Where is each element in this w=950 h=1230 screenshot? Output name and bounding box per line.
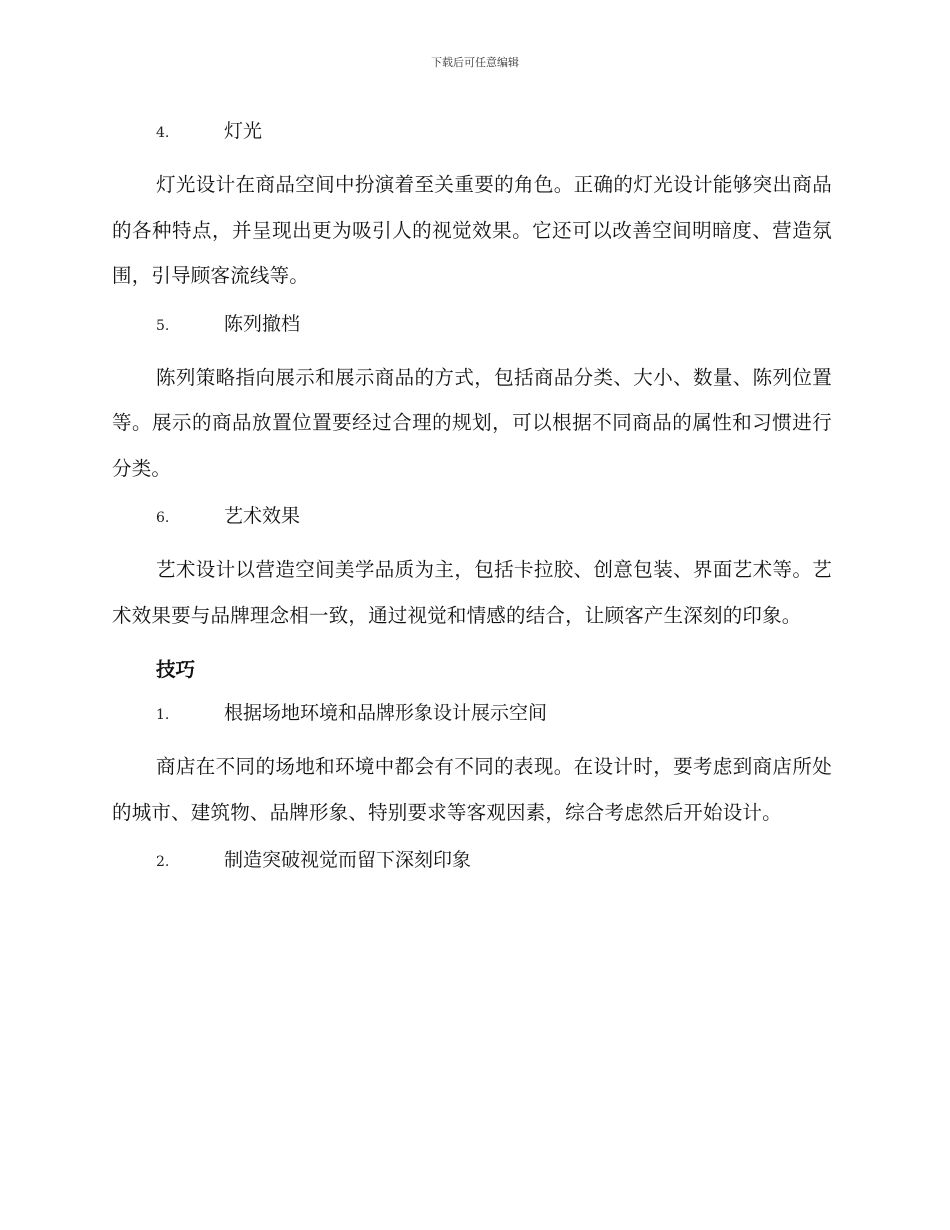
list-item-space-design [112, 698, 832, 738]
item-number: 2. [156, 854, 170, 870]
paragraph-art: 艺术设计以营造空间美学品质为主，包括卡拉胶、创意包装、界面艺术等。艺术效果要与品牌理念相一致，通过视觉和情感的结合，让顾客产生深刻的印象。 [112, 558, 832, 627]
list-item-display [112, 309, 832, 349]
section-heading: 技巧 [156, 658, 196, 681]
item-number: 4. [156, 125, 170, 141]
list-item-visual-impression [112, 845, 832, 885]
item-number: 1. [156, 707, 170, 723]
item-title: 陈列撤档 [224, 312, 301, 335]
item-title: 制造突破视觉而留下深刻印象 [224, 849, 472, 871]
item-number: 6. [156, 510, 170, 526]
item-number: 5. [156, 317, 170, 334]
list-item-art [112, 501, 832, 541]
item-title: 灯光 [224, 120, 263, 142]
paragraph-display: 陈列策略指向展示和展示商品的方式，包括商品分类、大小、数量、陈列位置等。展示的商品放置位置要经过合理的规划，可以根据不同商品的属性和习惯进行分类。 [112, 365, 832, 480]
paragraph-space-design: 商店在不同的场地和环境中都会有不同的表现。在设计时，要考虑到商店所处的城市、建筑物、品牌形象、特别要求等客观因素，综合考虑然后开始设计。 [112, 755, 832, 824]
page-content [112, 110, 832, 885]
item-title: 艺术效果 [224, 505, 301, 527]
paragraph-lighting: 灯光设计在商品空间中扮演着至关重要的角色。正确的灯光设计能够突出商品的各种特点，并呈现出更为吸引人的视觉效果。它还可以改善空间明暗度、营造氛围，引导顾客流线等。 [112, 173, 832, 287]
list-item-lighting [112, 116, 832, 156]
item-title: 根据场地环境和品牌形象设计展示空间 [224, 702, 548, 724]
page-header: 下载后可任意编辑 [431, 56, 519, 69]
